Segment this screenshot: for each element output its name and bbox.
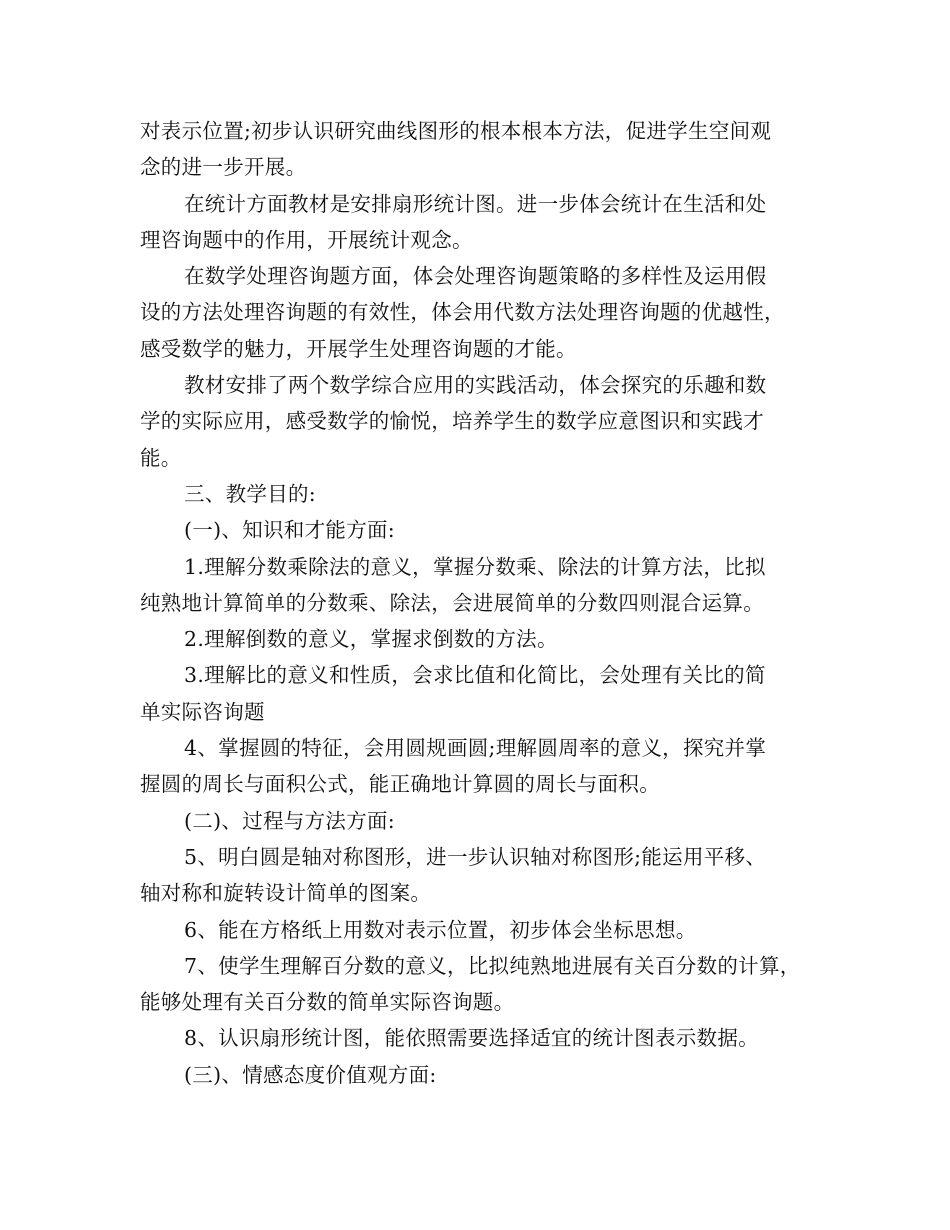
text-line: 三、教学目的:: [184, 481, 317, 506]
list-item: [140, 839, 830, 875]
subsection-heading: [140, 1057, 830, 1093]
text-line: 4、掌握圆的特征，会用圆规画圆;理解圆周率的意义，探究并掌: [184, 736, 767, 761]
text-line: 单实际咨询题: [140, 699, 265, 724]
text-line: 在数学处理咨询题方面，体会处理咨询题策略的多样性及运用假: [184, 264, 767, 289]
list-item: [140, 657, 830, 693]
text-line: (二)、过程与方法方面:: [184, 808, 396, 833]
list-item-continuation: [140, 875, 830, 911]
paragraph: [140, 113, 830, 186]
subsection-heading: [140, 512, 830, 548]
text-line: 念的进一步开展。: [140, 155, 307, 180]
list-item: [140, 549, 830, 585]
list-item: [140, 730, 830, 766]
text-line: (三)、情感态度价值观方面:: [184, 1062, 437, 1087]
text-line: 握圆的周长与面积公式，能正确地计算圆的周长与面积。: [140, 772, 660, 797]
text-line: 7、使学生理解百分数的意义，比拟纯熟地进展有关百分数的计算，: [184, 953, 801, 978]
paragraph: [140, 367, 830, 403]
list-item: [140, 948, 830, 984]
paragraph-continuation: [140, 222, 830, 258]
text-line: 6、能在方格纸上用数对表示位置，初步体会坐标思想。: [184, 917, 697, 942]
text-line: 3.理解比的意义和性质，会求比值和化简比，会处理有关比的简: [184, 663, 766, 688]
paragraph-continuation: [140, 403, 830, 476]
paragraph-continuation: [140, 294, 830, 367]
text-line: 5、明白圆是轴对称图形，进一步认识轴对称图形;能运用平移、: [184, 844, 767, 869]
text-line: 感受数学的魅力，开展学生处理咨询题的才能。: [140, 336, 577, 361]
text-line: 8、认识扇形统计图，能依照需要选择适宜的统计图表示数据。: [184, 1026, 759, 1051]
text-line: 在统计方面教材是安排扇形统计图。进一步体会统计在生活和处: [184, 191, 767, 216]
text-line: 能。: [140, 445, 182, 470]
paragraph: [140, 186, 830, 222]
list-item: [140, 621, 830, 657]
text-line: 1.理解分数乘除法的意义，掌握分数乘、除法的计算方法，比拟: [184, 554, 766, 579]
list-item: [140, 912, 830, 948]
text-line: 纯熟地计算简单的分数乘、除法，会进展简单的分数四则混合运算。: [140, 590, 764, 615]
document-body: [140, 113, 830, 1093]
text-line: 设的方法处理咨询题的有效性，体会用代数方法处理咨询题的优越性，: [140, 300, 785, 325]
text-line: (一)、知识和才能方面:: [184, 518, 396, 543]
list-item-continuation: [140, 984, 830, 1020]
list-item-continuation: [140, 694, 830, 730]
section-heading: [140, 476, 830, 512]
text-line: 对表示位置;初步认识研究曲线图形的根本根本方法，促进学生空间观: [140, 119, 772, 143]
list-item: [140, 1020, 830, 1056]
text-line: 理咨询题中的作用，开展统计观念。: [140, 227, 473, 252]
text-line: 学的实际应用，感受数学的愉悦，培养学生的数学应意图识和实践才: [140, 409, 764, 434]
paragraph: [140, 258, 830, 294]
list-item-continuation: [140, 766, 830, 802]
text-line: 教材安排了两个数学综合应用的实践活动，体会探究的乐趣和数: [184, 373, 767, 398]
list-item-continuation: [140, 585, 830, 621]
text-line: 轴对称和旋转设计简单的图案。: [140, 881, 432, 906]
text-line: 2.理解倒数的意义，掌握求倒数的方法。: [184, 627, 558, 652]
text-line: 能够处理有关百分数的简单实际咨询题。: [140, 990, 515, 1015]
subsection-heading: [140, 803, 830, 839]
